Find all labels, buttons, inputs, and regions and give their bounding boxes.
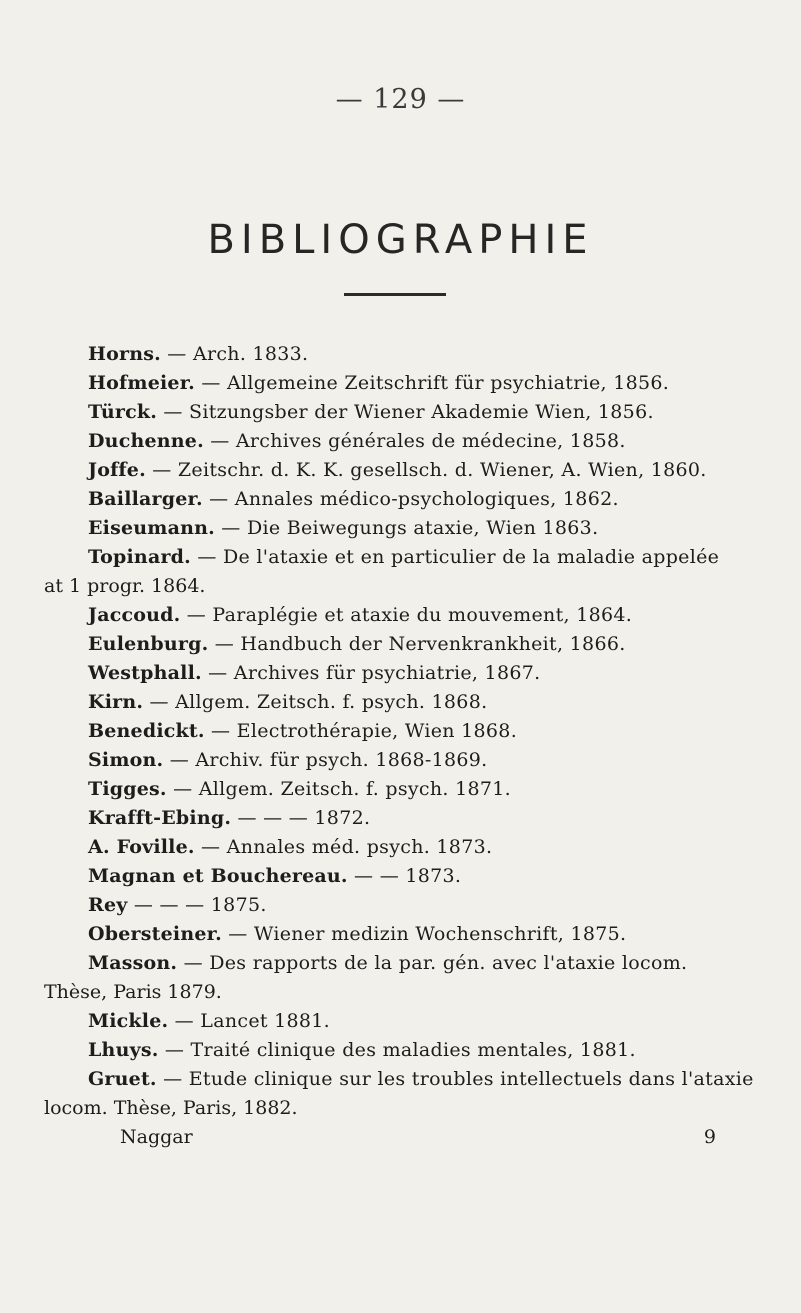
bibliography-entry xyxy=(44,1065,766,1094)
entry-text: — Traité clinique des maladies mentales, 1881. xyxy=(158,1039,636,1061)
entry-author: Jaccoud. xyxy=(88,604,181,626)
entry-text: — Paraplégie et ataxie du mouvement, 1864. xyxy=(180,604,633,626)
bibliography-entry xyxy=(44,427,766,456)
entry-text: — Etude clinique sur les troubles intellectuels dans l'ataxie xyxy=(156,1068,754,1090)
entry-author: Krafft-Ebing. xyxy=(88,807,232,829)
page-number: — 129 — xyxy=(335,84,466,115)
page-footer xyxy=(44,1123,716,1152)
entry-author: A. Foville. xyxy=(88,836,195,858)
page-title: BIBLIOGRAPHIE xyxy=(207,217,594,263)
bibliography-entry xyxy=(44,833,766,862)
entry-text: — Die Beiwegungs ataxie, Wien 1863. xyxy=(214,517,599,539)
entry-author: Benedickt. xyxy=(88,720,205,742)
bibliography-entry xyxy=(44,601,766,630)
bibliography-entry xyxy=(44,630,766,659)
bibliography-entry xyxy=(44,398,766,427)
entry-author: Horns. xyxy=(88,343,161,365)
entry-text: — Annales méd. psych. 1873. xyxy=(194,836,493,858)
bibliography-list xyxy=(44,340,766,1152)
entry-text: — Allgemeine Zeitschrift für psychiatrie, 1856. xyxy=(194,372,670,394)
footer-signature: Naggar xyxy=(120,1126,193,1148)
entry-author: Magnan et Bouchereau. xyxy=(88,865,348,887)
bibliography-entry xyxy=(44,340,766,369)
entry-text: — — — 1875. xyxy=(127,894,267,916)
entry-author: Baillarger. xyxy=(88,488,203,510)
entry-text: — — — 1872. xyxy=(231,807,371,829)
entry-continuation: locom. Thèse, Paris, 1882. xyxy=(44,1097,298,1119)
bibliography-entry xyxy=(44,659,766,688)
footer-sheet-number: 9 xyxy=(703,1126,716,1148)
entry-text: — Archives générales de médecine, 1858. xyxy=(203,430,626,452)
entry-text: — — 1873. xyxy=(347,865,462,887)
bibliography-entry xyxy=(44,949,766,978)
entry-text: — Annales médico-psychologiques, 1862. xyxy=(202,488,619,510)
entry-text: — Arch. 1833. xyxy=(160,343,309,365)
bibliography-entry xyxy=(44,717,766,746)
entry-author: Türck. xyxy=(88,401,158,423)
bibliography-entry xyxy=(44,1007,766,1036)
entry-text: — Electrothérapie, Wien 1868. xyxy=(204,720,518,742)
entry-author: Tigges. xyxy=(88,778,167,800)
entry-author: Duchenne. xyxy=(88,430,204,452)
entry-text: — Allgem. Zeitsch. f. psych. 1871. xyxy=(166,778,511,800)
entry-text: — Allgem. Zeitsch. f. psych. 1868. xyxy=(143,691,488,713)
bibliography-entry xyxy=(44,688,766,717)
entry-author: Obersteiner. xyxy=(88,923,222,945)
entry-author: Kirn. xyxy=(88,691,144,713)
entry-author: Topinard. xyxy=(88,546,191,568)
entry-author: Rey xyxy=(88,894,128,916)
entry-author: Westphall. xyxy=(88,662,202,684)
bibliography-entry xyxy=(44,456,766,485)
entry-text: — Wiener medizin Wochenschrift, 1875. xyxy=(221,923,627,945)
bibliography-entry xyxy=(44,514,766,543)
entry-author: Mickle. xyxy=(88,1010,169,1032)
bibliography-entry xyxy=(44,920,766,949)
entry-author: Lhuys. xyxy=(88,1039,159,1061)
entry-author: Masson. xyxy=(88,952,178,974)
bibliography-entry xyxy=(44,891,766,920)
bibliography-entry xyxy=(44,485,766,514)
entry-text: — Archiv. für psych. 1868-1869. xyxy=(163,749,488,771)
entry-author: Simon. xyxy=(88,749,164,771)
entry-text: — De l'ataxie et en particulier de la maladie appelée xyxy=(190,546,720,568)
entry-author: Gruet. xyxy=(88,1068,157,1090)
entry-text: — Des rapports de la par. gén. avec l'ataxie locom. xyxy=(177,952,688,974)
bibliography-entry xyxy=(44,1036,766,1065)
entry-continuation: at 1 progr. 1864. xyxy=(44,575,206,597)
entry-author: Eiseumann. xyxy=(88,517,215,539)
bibliography-entry xyxy=(44,862,766,891)
bibliography-entry xyxy=(44,746,766,775)
entry-text: — Handbuch der Nervenkrankheit, 1866. xyxy=(208,633,626,655)
entry-text: — Archives für psychiatrie, 1867. xyxy=(201,662,541,684)
entry-continuation: Thèse, Paris 1879. xyxy=(44,981,222,1003)
title-rule xyxy=(344,293,446,296)
entry-text: — Zeitschr. d. K. K. gesellsch. d. Wiener, A. Wien, 1860. xyxy=(145,459,707,481)
bibliography-entry xyxy=(44,543,766,572)
entry-author: Eulenburg. xyxy=(88,633,209,655)
entry-author: Joffe. xyxy=(88,459,146,481)
entry-text: — Lancet 1881. xyxy=(168,1010,331,1032)
bibliography-entry xyxy=(44,804,766,833)
entry-text: — Sitzungsber der Wiener Akademie Wien, 1856. xyxy=(157,401,654,423)
bibliography-entry xyxy=(44,775,766,804)
bibliography-entry xyxy=(44,369,766,398)
entry-author: Hofmeier. xyxy=(88,372,195,394)
